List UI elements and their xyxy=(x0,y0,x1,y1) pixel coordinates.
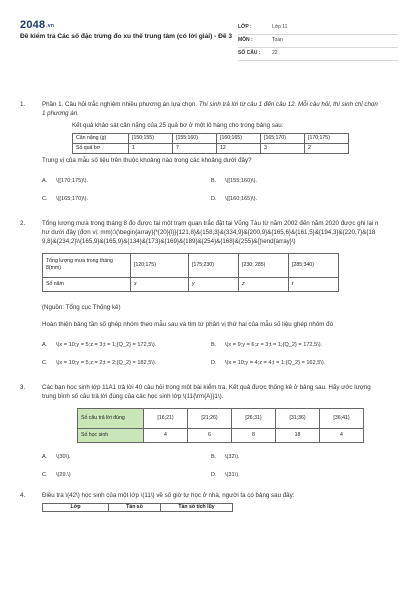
meta-value: 22 xyxy=(272,50,278,57)
meta-value: Toán xyxy=(272,37,283,44)
options-row xyxy=(42,448,380,466)
question-intro: Kết quả khảo sát cân nặng của 25 quả bơ ở một lô hàng cho trong bảng sau: xyxy=(72,121,284,129)
document-meta xyxy=(238,22,398,61)
question-text: Các bạn học sinh lớp 11A1 trả lời 40 câu hỏi trong một bài kiểm tra. Kết quả được thống kê ở bảng sau. Hãy ước lượng trung bình số câu trả lời đúng của các học sinh lớp \(11{\rm{A}}1\). xyxy=(42,383,371,400)
answer-options xyxy=(42,448,380,484)
weight-table xyxy=(72,133,349,154)
document-title: Đề kiểm tra Các số đặc trưng đo xu thế trung tâm (có lời giải) - Đề 3 xyxy=(20,33,233,40)
option-d[interactable]: D. \(31\). xyxy=(211,471,240,478)
option-d[interactable]: D. \([160;165)\). xyxy=(211,195,258,202)
option-c[interactable]: C. \(29.\) xyxy=(42,471,71,478)
answer-options xyxy=(42,336,380,372)
table-row: Số năm x y z t xyxy=(43,277,339,291)
table-row: Số câu trả lời đúng [16;21) [21;26) [26;31) [31;36) [36;41) xyxy=(78,408,364,428)
option-b[interactable]: B. \(32\). xyxy=(211,453,240,460)
option-a[interactable]: A. \([170;175)\). xyxy=(42,177,89,184)
options-row xyxy=(42,172,380,190)
question-text: Trung vị của mẫu số liệu trên thuộc khoảng nào trong các khoảng dưới đây? xyxy=(42,156,252,164)
options-row xyxy=(42,336,380,354)
question-lead: Phần 1. Câu hỏi trắc nghiệm nhiều phương án lựa chọn. Thí sinh trả lời từ câu 1 đến câu 12. Mỗi câu hỏi, thí sinh chỉ chọn 1 phương án. xyxy=(42,101,378,117)
document-header xyxy=(20,18,380,68)
question-text: Hoàn thiện bảng tần số ghép nhóm theo mẫu sau và tìm tứ phân vị thứ hai của mẫu số liệu ghép nhóm đó xyxy=(42,320,334,328)
question-3 xyxy=(20,384,380,484)
meta-subject-row xyxy=(238,35,398,48)
option-a[interactable]: A. \(x = 10;y = 5;z = 3;t = 1;{Q_2} = 172,5\). xyxy=(42,341,157,348)
option-c[interactable]: C. \([165;170)\). xyxy=(42,195,89,202)
question-number: 1. xyxy=(20,101,26,108)
question-1 xyxy=(20,101,380,208)
option-d[interactable]: D. \(x = 10;y = 4;z = 4;t = 1;{Q_2} = 162,5\). xyxy=(211,359,326,366)
option-b[interactable]: B. \([155;160)\). xyxy=(211,177,258,184)
study-hours-table xyxy=(42,503,233,513)
question-number: 4. xyxy=(20,491,26,499)
table-row: Cân nặng (g) [150;155) [155;160) [160;165) [165;170) [170;175) xyxy=(73,133,349,143)
meta-value: Lớp 11 xyxy=(272,24,288,31)
table-row: Số quả bơ 1 7 12 3 2 xyxy=(73,143,349,153)
options-row xyxy=(42,466,380,484)
option-b[interactable]: B. \(x = 9;y = 6;z = 3;t = 1;{Q_2} = 172,5\). xyxy=(211,341,323,348)
site-logo[interactable]: 2048.vn xyxy=(20,19,55,31)
question-2 xyxy=(20,220,380,372)
answer-options xyxy=(42,172,380,208)
question-text: Tổng lượng mưa trong tháng 8 đo được tại một trạm quan trắc đặt tại Vũng Tàu từ năm 2002 đến năm 2020 được ghi lại như dưới đây (đơn vị: mm):\(\begin{array}{*{20}{l}}{121,8}&{158,3}&{334,9}&{200,9}&{165,6}&{161,5}&{194,3}&{220,7}&{189,8}&{234,2}\\{165,9}&{165,9}&{134}&{173}&{169}&{189}&{254}&{168}&{255}&{}\end{array}\) xyxy=(42,219,379,245)
meta-key: LỚP : xyxy=(238,24,252,31)
source-note: (Nguồn: Tổng cục Thống kê) xyxy=(42,303,121,311)
question-number: 3. xyxy=(20,383,26,391)
question-number: 2. xyxy=(20,219,26,227)
meta-key: MÔN : xyxy=(238,37,253,44)
table-row: Tổng lượng mưa trong tháng 8(mm) [120;175) [175;230) [230; 285) [285;340) xyxy=(43,253,339,277)
options-row xyxy=(42,190,380,208)
rainfall-table xyxy=(42,253,339,292)
meta-count-row xyxy=(238,48,398,61)
table-row: Lớp Tần số Tần số tích lũy xyxy=(43,503,233,512)
option-c[interactable]: C. \(x = 10;y = 5;z = 2;t = 2;{Q_2} = 182,5\). xyxy=(42,359,157,366)
meta-key: SỐ CÂU : xyxy=(238,50,261,57)
options-row xyxy=(42,354,380,372)
option-a[interactable]: A. \(30\). xyxy=(42,453,71,460)
correct-answers-table xyxy=(77,408,364,443)
question-4 xyxy=(20,492,380,513)
question-text: Điều tra \(42\) học sinh của một lớp \(11\) về số giờ tự học ở nhà, người ta có bảng sau đây: xyxy=(42,491,295,499)
table-row: Số học sinh 4 6 8 18 4 xyxy=(78,428,364,442)
meta-class-row xyxy=(238,22,398,35)
